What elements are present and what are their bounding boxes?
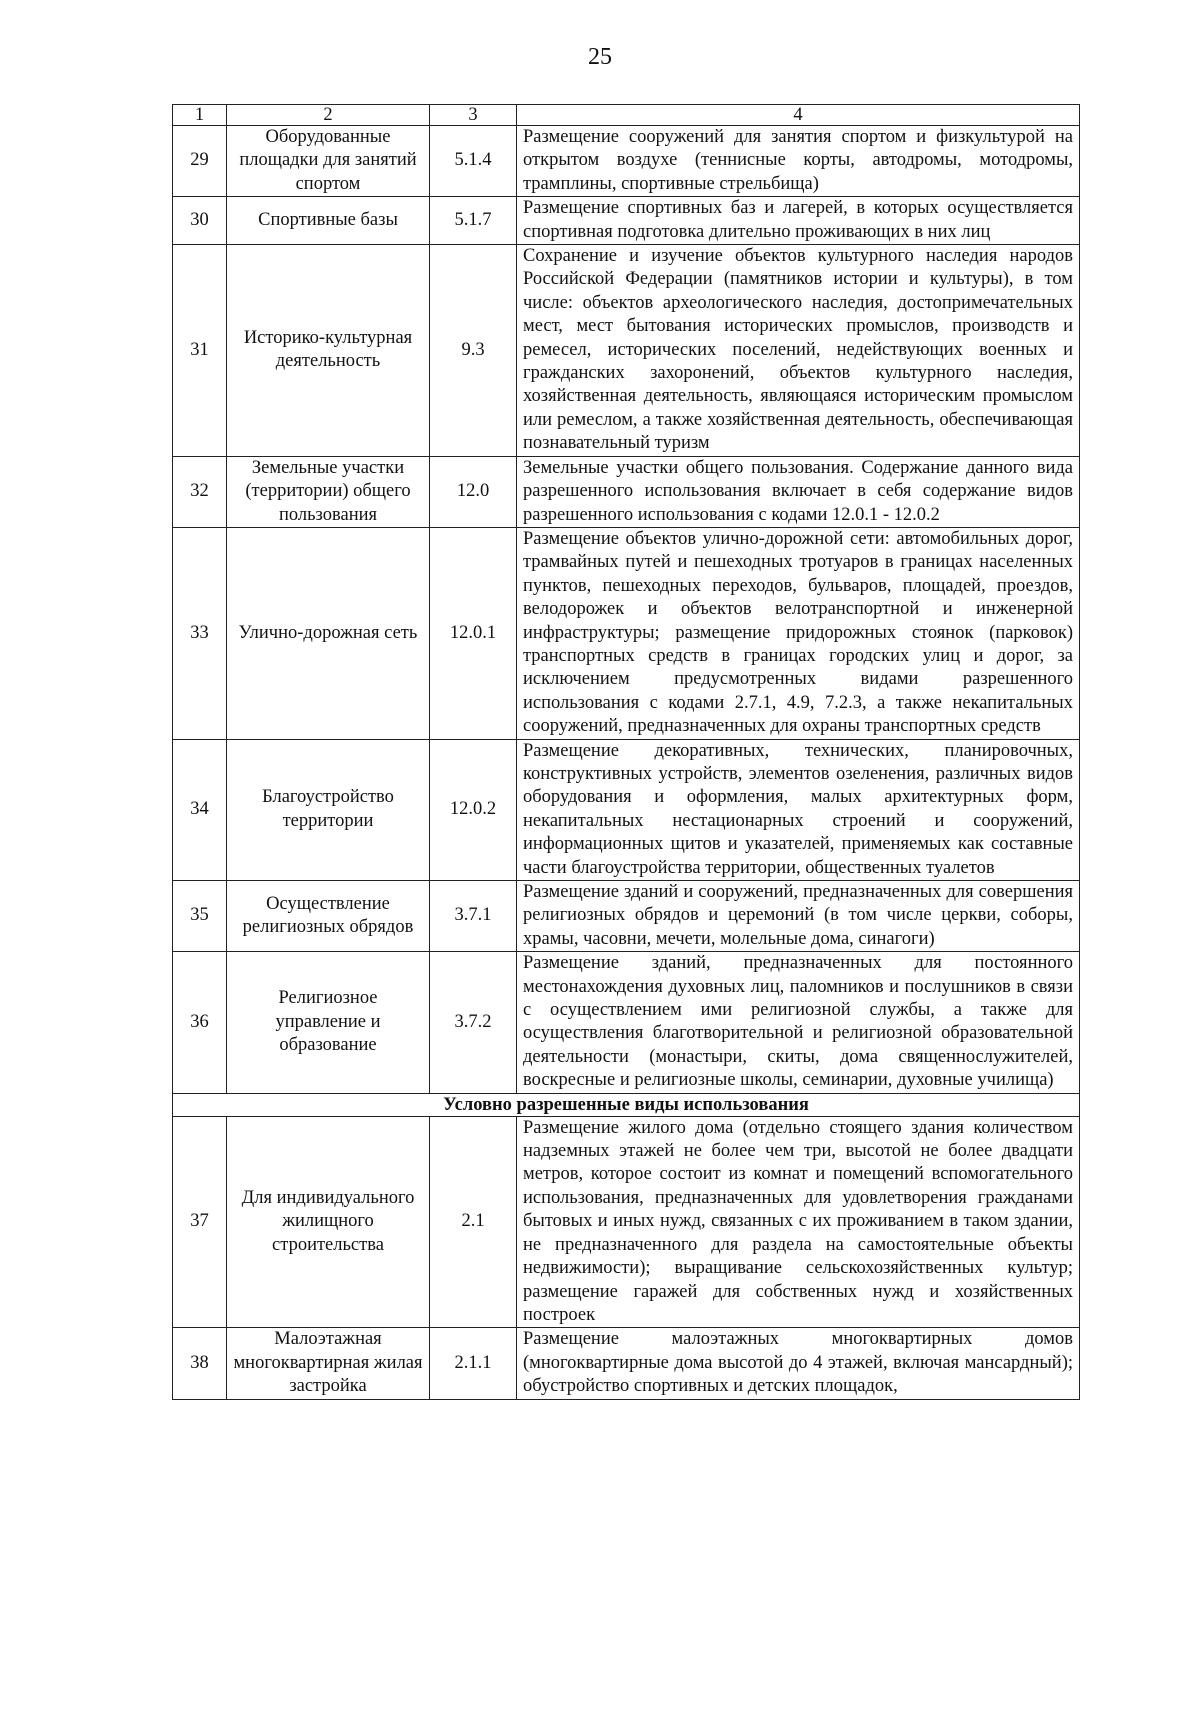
row-number: 31 <box>173 245 227 457</box>
use-type-description: Размещение жилого дома (отдельно стоящего здания количеством надземных этажей не более чем три, высотой не более двадцати метров, которое состоит из комнат и помещений вспомогательного использования, предназначенных для удовлетворения гражданами бытовых и иных нужд, связанных с их проживанием в таком здании, не предназначенного для раздела на самостоятельные объекты недвижимости); выращивание сельскохозяйственных культур; размещение гаражей для собственных нужд и хозяйственных построек <box>517 1116 1080 1328</box>
table-row <box>173 881 1080 952</box>
use-type-description: Размещение спортивных баз и лагерей, в которых осуществляется спортивная подготовка длительно проживающих в них лиц <box>517 197 1080 245</box>
header-col-1: 1 <box>173 105 227 126</box>
page-number: 25 <box>588 44 612 70</box>
row-number: 37 <box>173 1116 227 1328</box>
use-type-code: 3.7.1 <box>430 881 517 952</box>
use-type-code: 2.1.1 <box>430 1328 517 1399</box>
table-header <box>173 105 1080 126</box>
table-row <box>173 197 1080 245</box>
use-type-code: 5.1.7 <box>430 197 517 245</box>
table-row <box>173 527 1080 739</box>
use-type-code: 3.7.2 <box>430 952 517 1093</box>
table-row <box>173 739 1080 880</box>
row-number: 35 <box>173 881 227 952</box>
header-row <box>173 105 1080 126</box>
use-type-description: Размещение декоративных, технических, планировочных, конструктивных устройств, элементов озеленения, различных видов оборудования и оформления, малых архитектурных форм, некапитальных нестационарных строений и сооружений, информационных щитов и указателей, применяемых как составные части благоустройства территории, общественных туалетов <box>517 739 1080 880</box>
section-row <box>173 1093 1080 1116</box>
use-type-description: Земельные участки общего пользования. Содержание данного вида разрешенного использования включает в себя содержание видов разрешенного использования с кодами 12.0.1 - 12.0.2 <box>517 456 1080 527</box>
use-type-code: 12.0.2 <box>430 739 517 880</box>
use-type-name: Малоэтажная многоквартирная жилая застройка <box>227 1328 430 1399</box>
table-row <box>173 126 1080 197</box>
use-type-name: Оборудованные площадки для занятий спортом <box>227 126 430 197</box>
row-number: 33 <box>173 527 227 739</box>
use-type-name: Улично-дорожная сеть <box>227 527 430 739</box>
row-number: 34 <box>173 739 227 880</box>
table-body <box>173 126 1080 1400</box>
table-row <box>173 1116 1080 1328</box>
use-type-name: Земельные участки (территории) общего пользования <box>227 456 430 527</box>
use-type-name: Религиозное управление и образование <box>227 952 430 1093</box>
header-col-4: 4 <box>517 105 1080 126</box>
row-number: 38 <box>173 1328 227 1399</box>
table-row <box>173 456 1080 527</box>
use-type-name: Для индивидуального жилищного строительства <box>227 1116 430 1328</box>
use-type-description: Размещение сооружений для занятия спортом и физкультурой на открытом воздухе (теннисные корты, автодромы, мотодромы, трамплины, спортивные стрельбища) <box>517 126 1080 197</box>
use-type-description: Размещение объектов улично-дорожной сети: автомобильных дорог, трамвайных путей и пешеходных тротуаров в границах населенных пунктов, пешеходных переходов, бульваров, площадей, проездов, велодорожек и объектов велотранспортной и инженерной инфраструктуры; размещение придорожных стоянок (парковок) транспортных средств в границах городских улиц и дорог, за исключением предусмотренных видами разрешенного использования с кодами 2.7.1, 4.9, 7.2.3, а также некапитальных сооружений, предназначенных для охраны транспортных средств <box>517 527 1080 739</box>
table-row <box>173 245 1080 457</box>
use-type-code: 9.3 <box>430 245 517 457</box>
table-row <box>173 952 1080 1093</box>
use-type-description: Размещение зданий, предназначенных для постоянного местонахождения духовных лиц, паломников и послушников в связи с осуществлением ими религиозной службы, а также для осуществления благотворительной и религиозной образовательной деятельности (монастыри, скиты, дома священнослужителей, воскресные и религиозные школы, семинарии, духовные училища) <box>517 952 1080 1093</box>
land-use-table <box>172 104 1080 1400</box>
use-type-name: Осуществление религиозных обрядов <box>227 881 430 952</box>
use-type-name: Спортивные базы <box>227 197 430 245</box>
header-col-2: 2 <box>227 105 430 126</box>
table-row <box>173 1328 1080 1399</box>
use-type-code: 12.0.1 <box>430 527 517 739</box>
row-number: 29 <box>173 126 227 197</box>
use-type-code: 2.1 <box>430 1116 517 1328</box>
use-type-description: Размещение зданий и сооружений, предназначенных для совершения религиозных обрядов и церемоний (в том числе церкви, соборы, храмы, часовни, мечети, молельные дома, синагоги) <box>517 881 1080 952</box>
row-number: 36 <box>173 952 227 1093</box>
row-number: 30 <box>173 197 227 245</box>
row-number: 32 <box>173 456 227 527</box>
section-title: Условно разрешенные виды использования <box>173 1093 1080 1116</box>
use-type-code: 12.0 <box>430 456 517 527</box>
header-col-3: 3 <box>430 105 517 126</box>
use-type-description: Сохранение и изучение объектов культурного наследия народов Российской Федерации (памятников истории и культуры), в том числе: объектов археологического наследия, достопримечательных мест, мест бытования исторических промыслов, производств и ремесел, исторических поселений, недействующих военных и гражданских захоронений, объектов культурного наследия, хозяйственная деятельность, являющаяся историческим промыслом или ремеслом, а также хозяйственная деятельность, обеспечивающая познавательный туризм <box>517 245 1080 457</box>
use-type-name: Благоустройство территории <box>227 739 430 880</box>
use-type-code: 5.1.4 <box>430 126 517 197</box>
use-type-name: Историко-культурная деятельность <box>227 245 430 457</box>
use-type-description: Размещение малоэтажных многоквартирных домов (многоквартирные дома высотой до 4 этажей, включая мансардный); обустройство спортивных и детских площадок, <box>517 1328 1080 1399</box>
